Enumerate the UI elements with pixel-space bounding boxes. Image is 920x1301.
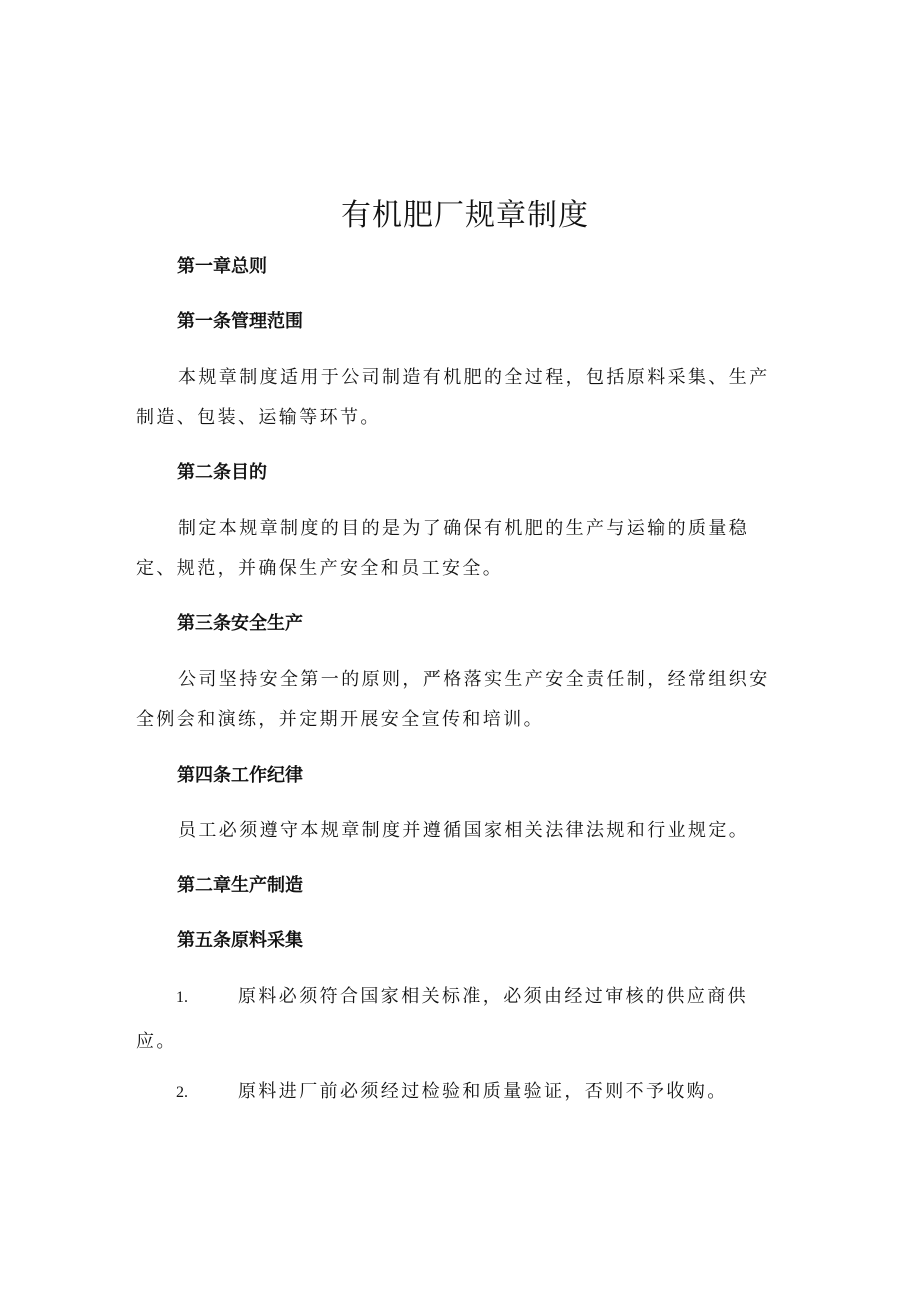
- article-5-heading: 第五条原料采集: [177, 930, 303, 951]
- chapter-1-heading: 第一章总则: [177, 256, 267, 277]
- article-2-text: 制定本规章制度的目的是为了确保有机肥的生产与运输的质量稳定、规范，并确保生产安全和员工安全。: [136, 518, 750, 579]
- article-3-text: 公司坚持安全第一的原则，严格落实生产安全责任制，经常组织安全例会和演练，并定期开展安全宣传和培训。: [136, 669, 770, 730]
- article-4-text: 员工必须遵守本规章制度并遵循国家相关法律法规和行业规定。: [178, 820, 750, 841]
- list-item-text: 原料必须符合国家相关标准，必须由经过审核的供应商供应。: [136, 986, 748, 1052]
- article-3-heading: 第三条安全生产: [177, 613, 303, 634]
- article-1-text: 本规章制度适用于公司制造有机肥的全过程，包括原料采集、生产制造、包装、运输等环节。: [136, 367, 770, 428]
- list-item: [136, 975, 784, 1064]
- article-2-heading: 第二条目的: [177, 462, 267, 483]
- list-item-text: 原料进厂前必须经过检验和质量验证，否则不予收购。: [238, 1081, 728, 1102]
- document-title: 有机肥厂规章制度: [341, 198, 589, 233]
- article-4-heading: 第四条工作纪律: [177, 765, 303, 786]
- chapter-2-heading: 第二章生产制造: [177, 875, 303, 896]
- list-item: [136, 1070, 784, 1115]
- list-item-number: 1.: [176, 989, 188, 1006]
- article-1-heading: 第一条管理范围: [177, 311, 303, 332]
- list-item-number: 2.: [176, 1084, 188, 1101]
